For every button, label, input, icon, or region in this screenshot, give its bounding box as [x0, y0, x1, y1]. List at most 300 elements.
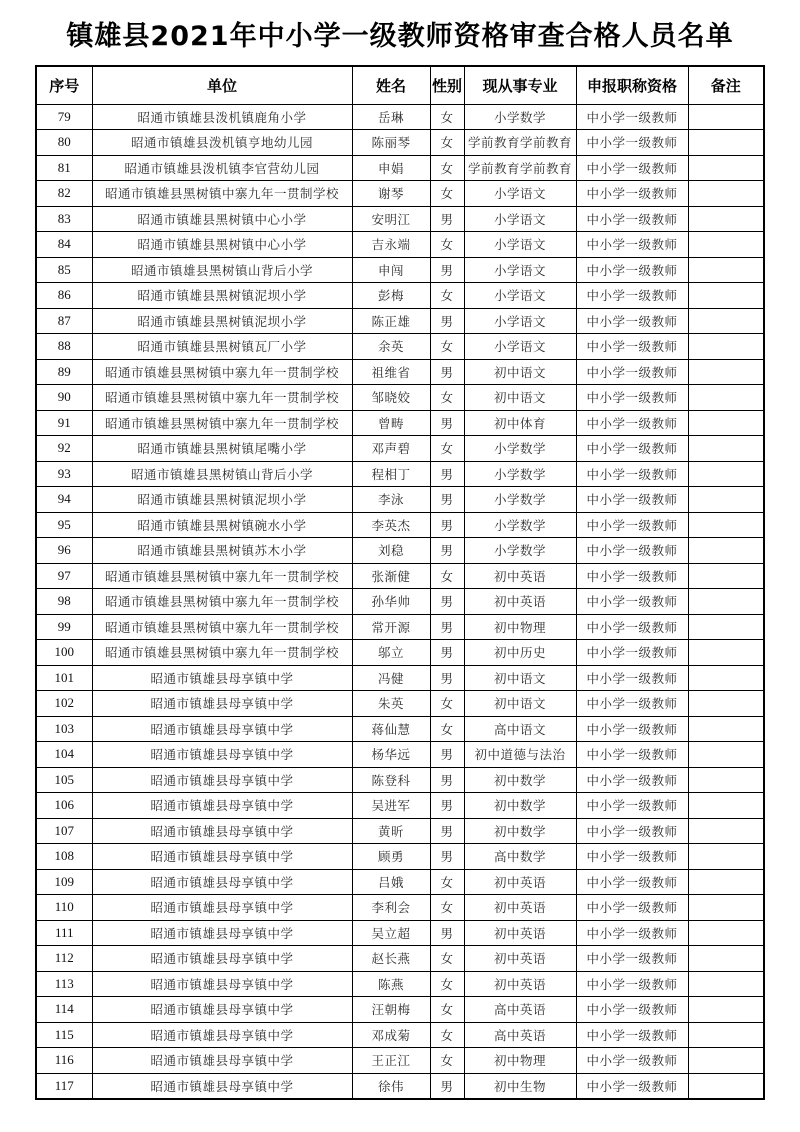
- cell-unit: 昭通市镇雄县母享镇中学: [92, 997, 352, 1023]
- table-row: [36, 257, 764, 283]
- cell-unit: 昭通市镇雄县黑树镇中寨九年一贯制学校: [92, 640, 352, 666]
- cell-gender: 男: [430, 589, 464, 615]
- cell-subject: 小学语文: [464, 257, 576, 283]
- cell-name: 邹晓姣: [352, 385, 430, 411]
- cell-subject: 小学语文: [464, 308, 576, 334]
- cell-subject: 初中英语: [464, 946, 576, 972]
- cell-unit: 昭通市镇雄县母享镇中学: [92, 1048, 352, 1074]
- cell-unit: 昭通市镇雄县母享镇中学: [92, 818, 352, 844]
- table-row: [36, 920, 764, 946]
- cell-qualification: 中小学一级教师: [576, 104, 688, 130]
- cell-name: 冯健: [352, 665, 430, 691]
- table-row: [36, 971, 764, 997]
- cell-no: 114: [36, 997, 92, 1023]
- cell-unit: 昭通市镇雄县母享镇中学: [92, 946, 352, 972]
- cell-remark: [688, 334, 764, 360]
- table-row: [36, 589, 764, 615]
- cell-gender: 男: [430, 359, 464, 385]
- cell-no: 106: [36, 793, 92, 819]
- cell-remark: [688, 767, 764, 793]
- cell-name: 程相丁: [352, 461, 430, 487]
- cell-gender: 女: [430, 1048, 464, 1074]
- table-row: [36, 487, 764, 513]
- cell-name: 顾勇: [352, 844, 430, 870]
- table-row: [36, 130, 764, 156]
- cell-unit: 昭通市镇雄县黑树镇中寨九年一贯制学校: [92, 181, 352, 207]
- cell-remark: [688, 946, 764, 972]
- header-name: 姓名: [352, 66, 430, 104]
- cell-gender: 男: [430, 1073, 464, 1099]
- cell-qualification: 中小学一级教师: [576, 767, 688, 793]
- table-row: [36, 716, 764, 742]
- cell-subject: 高中语文: [464, 716, 576, 742]
- roster-table: [35, 65, 765, 1100]
- cell-unit: 昭通市镇雄县母享镇中学: [92, 920, 352, 946]
- cell-unit: 昭通市镇雄县黑树镇碗水小学: [92, 512, 352, 538]
- cell-qualification: 中小学一级教师: [576, 640, 688, 666]
- cell-name: 赵长燕: [352, 946, 430, 972]
- table-row: [36, 1022, 764, 1048]
- cell-name: 杨华远: [352, 742, 430, 768]
- table-row: [36, 844, 764, 870]
- cell-no: 80: [36, 130, 92, 156]
- cell-qualification: 中小学一级教师: [576, 818, 688, 844]
- cell-subject: 初中体育: [464, 410, 576, 436]
- table-row: [36, 385, 764, 411]
- cell-qualification: 中小学一级教师: [576, 130, 688, 156]
- cell-name: 张渐健: [352, 563, 430, 589]
- cell-subject: 初中语文: [464, 359, 576, 385]
- header-no: 序号: [36, 66, 92, 104]
- cell-subject: 学前教育学前教育: [464, 155, 576, 181]
- cell-qualification: 中小学一级教师: [576, 691, 688, 717]
- cell-no: 81: [36, 155, 92, 181]
- table-row: [36, 1073, 764, 1099]
- cell-subject: 初中数学: [464, 767, 576, 793]
- cell-name: 陈丽琴: [352, 130, 430, 156]
- cell-subject: 初中语文: [464, 691, 576, 717]
- table-row: [36, 104, 764, 130]
- cell-name: 黄昕: [352, 818, 430, 844]
- cell-gender: 男: [430, 257, 464, 283]
- cell-name: 邓声碧: [352, 436, 430, 462]
- cell-remark: [688, 232, 764, 258]
- cell-remark: [688, 257, 764, 283]
- table-row: [36, 946, 764, 972]
- cell-subject: 初中数学: [464, 818, 576, 844]
- cell-no: 87: [36, 308, 92, 334]
- cell-remark: [688, 614, 764, 640]
- cell-no: 83: [36, 206, 92, 232]
- cell-unit: 昭通市镇雄县母享镇中学: [92, 971, 352, 997]
- cell-qualification: 中小学一级教师: [576, 895, 688, 921]
- cell-gender: 男: [430, 793, 464, 819]
- cell-unit: 昭通市镇雄县黑树镇中寨九年一贯制学校: [92, 410, 352, 436]
- cell-unit: 昭通市镇雄县黑树镇中寨九年一贯制学校: [92, 589, 352, 615]
- cell-no: 98: [36, 589, 92, 615]
- cell-unit: 昭通市镇雄县泼机镇李官营幼儿园: [92, 155, 352, 181]
- cell-qualification: 中小学一级教师: [576, 283, 688, 309]
- cell-unit: 昭通市镇雄县母享镇中学: [92, 895, 352, 921]
- cell-qualification: 中小学一级教师: [576, 538, 688, 564]
- table-row: [36, 334, 764, 360]
- cell-gender: 女: [430, 895, 464, 921]
- cell-unit: 昭通市镇雄县母享镇中学: [92, 716, 352, 742]
- header-gender: 性别: [430, 66, 464, 104]
- cell-remark: [688, 104, 764, 130]
- cell-subject: 小学语文: [464, 181, 576, 207]
- cell-no: 92: [36, 436, 92, 462]
- cell-name: 朱英: [352, 691, 430, 717]
- cell-subject: 初中语文: [464, 665, 576, 691]
- table-row: [36, 1048, 764, 1074]
- cell-remark: [688, 793, 764, 819]
- cell-name: 王正江: [352, 1048, 430, 1074]
- page-title: 镇雄县2021年中小学一级教师资格审查合格人员名单: [66, 21, 734, 52]
- table-row: [36, 461, 764, 487]
- cell-no: 90: [36, 385, 92, 411]
- cell-name: 李英杰: [352, 512, 430, 538]
- table-row: [36, 359, 764, 385]
- cell-name: 汪朝梅: [352, 997, 430, 1023]
- table-row: [36, 181, 764, 207]
- cell-remark: [688, 359, 764, 385]
- cell-unit: 昭通市镇雄县母享镇中学: [92, 767, 352, 793]
- cell-remark: [688, 844, 764, 870]
- cell-no: 108: [36, 844, 92, 870]
- cell-qualification: 中小学一级教师: [576, 589, 688, 615]
- cell-qualification: 中小学一级教师: [576, 436, 688, 462]
- table-row: [36, 895, 764, 921]
- cell-no: 102: [36, 691, 92, 717]
- cell-no: 99: [36, 614, 92, 640]
- cell-unit: 昭通市镇雄县黑树镇中寨九年一贯制学校: [92, 359, 352, 385]
- cell-remark: [688, 869, 764, 895]
- cell-subject: 初中英语: [464, 971, 576, 997]
- cell-unit: 昭通市镇雄县黑树镇泥坝小学: [92, 283, 352, 309]
- cell-remark: [688, 818, 764, 844]
- cell-remark: [688, 640, 764, 666]
- cell-remark: [688, 181, 764, 207]
- cell-name: 吴进军: [352, 793, 430, 819]
- cell-remark: [688, 665, 764, 691]
- cell-no: 110: [36, 895, 92, 921]
- cell-unit: 昭通市镇雄县黑树镇中寨九年一贯制学校: [92, 563, 352, 589]
- cell-name: 刘稳: [352, 538, 430, 564]
- cell-gender: 男: [430, 614, 464, 640]
- cell-no: 105: [36, 767, 92, 793]
- table-row: [36, 512, 764, 538]
- cell-unit: 昭通市镇雄县黑树镇苏木小学: [92, 538, 352, 564]
- table-row: [36, 283, 764, 309]
- cell-name: 岳琳: [352, 104, 430, 130]
- cell-gender: 女: [430, 563, 464, 589]
- cell-unit: 昭通市镇雄县黑树镇山背后小学: [92, 257, 352, 283]
- cell-unit: 昭通市镇雄县母享镇中学: [92, 1073, 352, 1099]
- cell-qualification: 中小学一级教师: [576, 385, 688, 411]
- cell-no: 113: [36, 971, 92, 997]
- cell-qualification: 中小学一级教师: [576, 869, 688, 895]
- cell-no: 86: [36, 283, 92, 309]
- cell-subject: 高中英语: [464, 1022, 576, 1048]
- cell-gender: 女: [430, 155, 464, 181]
- cell-gender: 男: [430, 920, 464, 946]
- cell-gender: 女: [430, 334, 464, 360]
- cell-qualification: 中小学一级教师: [576, 946, 688, 972]
- cell-gender: 女: [430, 1022, 464, 1048]
- cell-name: 余英: [352, 334, 430, 360]
- cell-gender: 男: [430, 844, 464, 870]
- cell-remark: [688, 410, 764, 436]
- cell-subject: 小学语文: [464, 232, 576, 258]
- cell-gender: 女: [430, 181, 464, 207]
- cell-remark: [688, 563, 764, 589]
- header-qualification: 申报职称资格: [576, 66, 688, 104]
- cell-gender: 男: [430, 640, 464, 666]
- cell-no: 115: [36, 1022, 92, 1048]
- cell-unit: 昭通市镇雄县黑树镇瓦厂小学: [92, 334, 352, 360]
- cell-remark: [688, 920, 764, 946]
- cell-remark: [688, 1022, 764, 1048]
- cell-name: 陈正雄: [352, 308, 430, 334]
- cell-unit: 昭通市镇雄县黑树镇泥坝小学: [92, 487, 352, 513]
- cell-qualification: 中小学一级教师: [576, 359, 688, 385]
- cell-no: 79: [36, 104, 92, 130]
- table-row: [36, 206, 764, 232]
- cell-remark: [688, 691, 764, 717]
- cell-remark: [688, 385, 764, 411]
- cell-unit: 昭通市镇雄县母享镇中学: [92, 1022, 352, 1048]
- cell-qualification: 中小学一级教师: [576, 155, 688, 181]
- cell-remark: [688, 436, 764, 462]
- cell-qualification: 中小学一级教师: [576, 665, 688, 691]
- cell-subject: 初中语文: [464, 385, 576, 411]
- cell-no: 109: [36, 869, 92, 895]
- cell-qualification: 中小学一级教师: [576, 487, 688, 513]
- table-row: [36, 538, 764, 564]
- cell-remark: [688, 971, 764, 997]
- cell-qualification: 中小学一级教师: [576, 334, 688, 360]
- cell-subject: 小学数学: [464, 436, 576, 462]
- cell-no: 85: [36, 257, 92, 283]
- cell-subject: 初中历史: [464, 640, 576, 666]
- cell-unit: 昭通市镇雄县母享镇中学: [92, 742, 352, 768]
- table-row: [36, 869, 764, 895]
- cell-no: 82: [36, 181, 92, 207]
- cell-gender: 男: [430, 742, 464, 768]
- cell-qualification: 中小学一级教师: [576, 971, 688, 997]
- cell-unit: 昭通市镇雄县母享镇中学: [92, 665, 352, 691]
- cell-name: 常开源: [352, 614, 430, 640]
- cell-subject: 小学数学: [464, 104, 576, 130]
- table-row: [36, 308, 764, 334]
- cell-name: 陈燕: [352, 971, 430, 997]
- table-row: [36, 818, 764, 844]
- cell-gender: 女: [430, 946, 464, 972]
- cell-no: 101: [36, 665, 92, 691]
- cell-unit: 昭通市镇雄县母享镇中学: [92, 793, 352, 819]
- cell-subject: 初中数学: [464, 793, 576, 819]
- cell-name: 曾畴: [352, 410, 430, 436]
- table-row: [36, 691, 764, 717]
- cell-no: 97: [36, 563, 92, 589]
- cell-unit: 昭通市镇雄县黑树镇中心小学: [92, 232, 352, 258]
- cell-name: 谢琴: [352, 181, 430, 207]
- table-row: [36, 640, 764, 666]
- table-row: [36, 742, 764, 768]
- cell-qualification: 中小学一级教师: [576, 563, 688, 589]
- header-remark: 备注: [688, 66, 764, 104]
- cell-qualification: 中小学一级教师: [576, 1073, 688, 1099]
- cell-subject: 初中道德与法治: [464, 742, 576, 768]
- cell-subject: 小学语文: [464, 334, 576, 360]
- cell-remark: [688, 487, 764, 513]
- cell-unit: 昭通市镇雄县黑树镇山背后小学: [92, 461, 352, 487]
- cell-remark: [688, 461, 764, 487]
- cell-remark: [688, 283, 764, 309]
- cell-subject: 初中英语: [464, 895, 576, 921]
- cell-unit: 昭通市镇雄县黑树镇泥坝小学: [92, 308, 352, 334]
- cell-qualification: 中小学一级教师: [576, 716, 688, 742]
- table-header-row: [36, 66, 764, 104]
- cell-name: 祖维省: [352, 359, 430, 385]
- cell-unit: 昭通市镇雄县黑树镇中寨九年一贯制学校: [92, 614, 352, 640]
- cell-gender: 女: [430, 232, 464, 258]
- cell-remark: [688, 1073, 764, 1099]
- cell-name: 孙华帅: [352, 589, 430, 615]
- cell-subject: 小学语文: [464, 283, 576, 309]
- cell-remark: [688, 895, 764, 921]
- cell-qualification: 中小学一级教师: [576, 793, 688, 819]
- cell-subject: 学前教育学前教育: [464, 130, 576, 156]
- table-row: [36, 767, 764, 793]
- cell-gender: 女: [430, 436, 464, 462]
- cell-gender: 男: [430, 410, 464, 436]
- cell-qualification: 中小学一级教师: [576, 232, 688, 258]
- cell-name: 申娟: [352, 155, 430, 181]
- header-row: [36, 66, 764, 104]
- cell-qualification: 中小学一级教师: [576, 844, 688, 870]
- cell-unit: 昭通市镇雄县黑树镇尾嘴小学: [92, 436, 352, 462]
- cell-remark: [688, 130, 764, 156]
- cell-name: 陈登科: [352, 767, 430, 793]
- cell-remark: [688, 716, 764, 742]
- table-body: [36, 104, 764, 1099]
- cell-qualification: 中小学一级教师: [576, 181, 688, 207]
- cell-unit: 昭通市镇雄县母享镇中学: [92, 844, 352, 870]
- cell-unit: 昭通市镇雄县泼机镇鹿角小学: [92, 104, 352, 130]
- cell-qualification: 中小学一级教师: [576, 1048, 688, 1074]
- cell-subject: 小学语文: [464, 206, 576, 232]
- cell-no: 116: [36, 1048, 92, 1074]
- table-row: [36, 793, 764, 819]
- cell-qualification: 中小学一级教师: [576, 1022, 688, 1048]
- cell-no: 88: [36, 334, 92, 360]
- cell-subject: 初中物理: [464, 614, 576, 640]
- cell-subject: 初中英语: [464, 589, 576, 615]
- header-subject: 现从事专业: [464, 66, 576, 104]
- cell-name: 蒋仙慧: [352, 716, 430, 742]
- cell-remark: [688, 512, 764, 538]
- table-row: [36, 997, 764, 1023]
- cell-name: 李泳: [352, 487, 430, 513]
- cell-unit: 昭通市镇雄县黑树镇中心小学: [92, 206, 352, 232]
- cell-gender: 女: [430, 971, 464, 997]
- cell-subject: 初中英语: [464, 869, 576, 895]
- cell-subject: 高中数学: [464, 844, 576, 870]
- cell-name: 申闯: [352, 257, 430, 283]
- cell-gender: 女: [430, 283, 464, 309]
- cell-qualification: 中小学一级教师: [576, 920, 688, 946]
- cell-name: 彭梅: [352, 283, 430, 309]
- cell-gender: 女: [430, 385, 464, 411]
- cell-unit: 昭通市镇雄县黑树镇中寨九年一贯制学校: [92, 385, 352, 411]
- cell-gender: 女: [430, 716, 464, 742]
- cell-no: 96: [36, 538, 92, 564]
- cell-subject: 初中物理: [464, 1048, 576, 1074]
- table-row: [36, 155, 764, 181]
- cell-no: 117: [36, 1073, 92, 1099]
- cell-name: 邓成菊: [352, 1022, 430, 1048]
- cell-gender: 女: [430, 130, 464, 156]
- cell-subject: 小学数学: [464, 487, 576, 513]
- table-row: [36, 410, 764, 436]
- cell-gender: 女: [430, 104, 464, 130]
- cell-no: 93: [36, 461, 92, 487]
- cell-gender: 男: [430, 818, 464, 844]
- cell-unit: 昭通市镇雄县母享镇中学: [92, 691, 352, 717]
- cell-gender: 男: [430, 487, 464, 513]
- cell-no: 111: [36, 920, 92, 946]
- cell-no: 89: [36, 359, 92, 385]
- cell-name: 李利会: [352, 895, 430, 921]
- cell-remark: [688, 155, 764, 181]
- cell-no: 104: [36, 742, 92, 768]
- cell-no: 95: [36, 512, 92, 538]
- cell-no: 100: [36, 640, 92, 666]
- cell-subject: 高中英语: [464, 997, 576, 1023]
- cell-name: 徐伟: [352, 1073, 430, 1099]
- cell-qualification: 中小学一级教师: [576, 257, 688, 283]
- cell-qualification: 中小学一级教师: [576, 308, 688, 334]
- cell-qualification: 中小学一级教师: [576, 614, 688, 640]
- cell-no: 84: [36, 232, 92, 258]
- cell-qualification: 中小学一级教师: [576, 742, 688, 768]
- cell-name: 吉永端: [352, 232, 430, 258]
- table-row: [36, 563, 764, 589]
- cell-no: 112: [36, 946, 92, 972]
- table-row: [36, 232, 764, 258]
- cell-subject: 初中英语: [464, 920, 576, 946]
- cell-subject: 初中生物: [464, 1073, 576, 1099]
- cell-gender: 女: [430, 869, 464, 895]
- cell-gender: 男: [430, 308, 464, 334]
- cell-remark: [688, 1048, 764, 1074]
- table-row: [36, 614, 764, 640]
- table-row: [36, 436, 764, 462]
- cell-name: 吴立超: [352, 920, 430, 946]
- cell-subject: 初中英语: [464, 563, 576, 589]
- cell-gender: 男: [430, 512, 464, 538]
- cell-qualification: 中小学一级教师: [576, 997, 688, 1023]
- cell-remark: [688, 997, 764, 1023]
- cell-no: 107: [36, 818, 92, 844]
- cell-unit: 昭通市镇雄县母享镇中学: [92, 869, 352, 895]
- cell-name: 安明江: [352, 206, 430, 232]
- cell-qualification: 中小学一级教师: [576, 410, 688, 436]
- cell-qualification: 中小学一级教师: [576, 512, 688, 538]
- cell-name: 吕娥: [352, 869, 430, 895]
